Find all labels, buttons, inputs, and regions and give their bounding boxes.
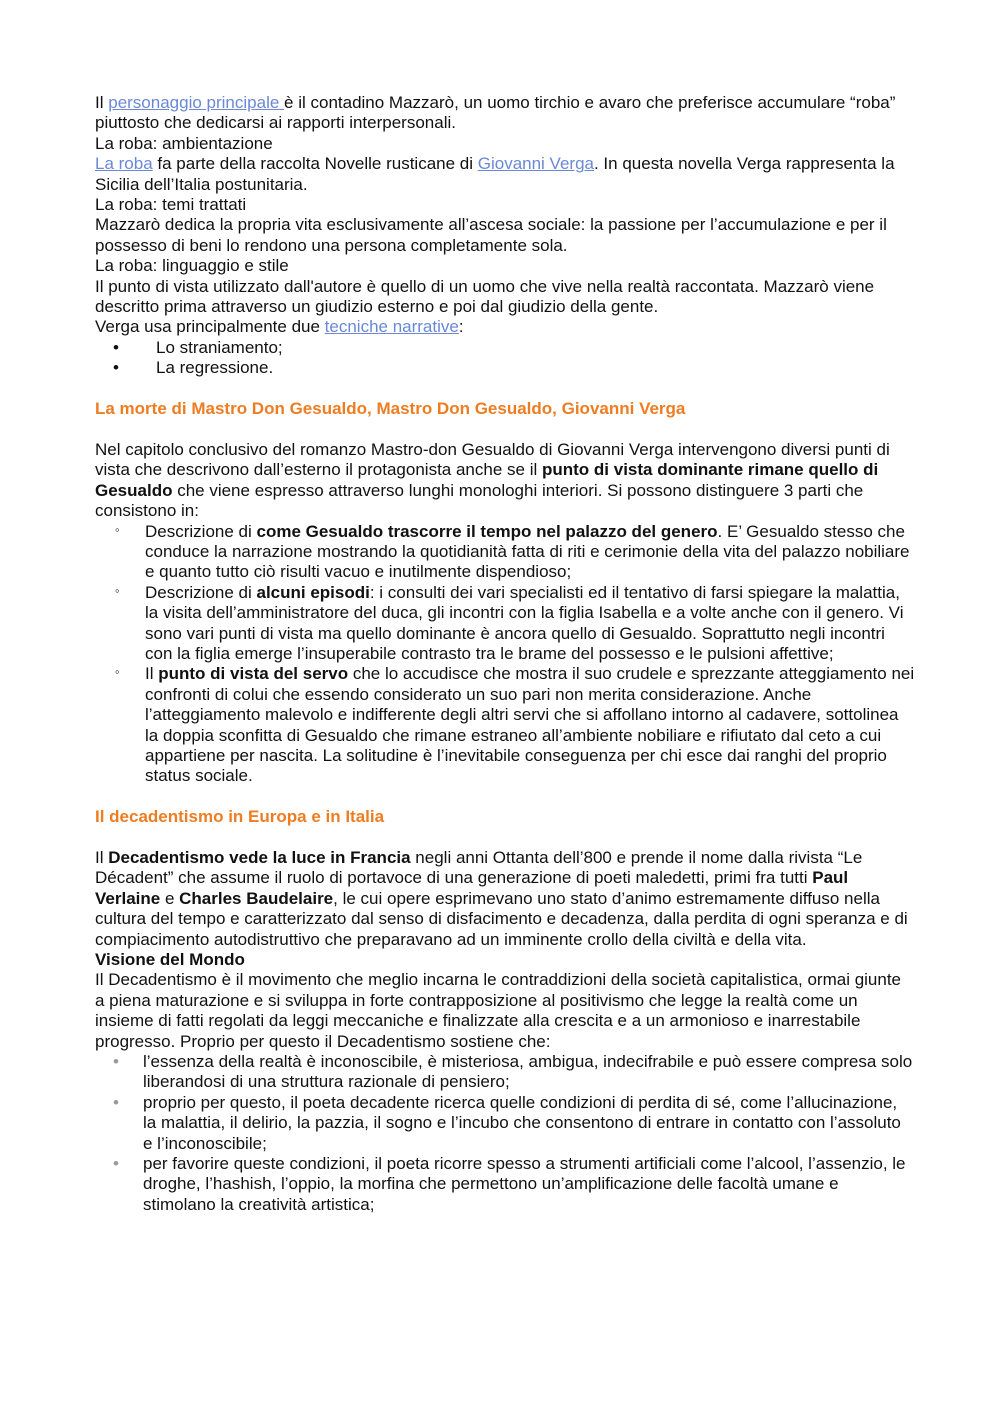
- list-item: [95, 664, 915, 786]
- circle-bullet-icon: ◦: [115, 521, 120, 537]
- tecniche-list: [95, 338, 915, 379]
- text-span: . E’ Gesualdo stesso che conduce la narrazione mostrando la quotidianità fatta di riti e cerimonie della vita del palazzo nobiliare e quanto tutto ciò risulti vacuo e inutilmente dispendioso;: [145, 521, 910, 582]
- text-span: Descrizione di: [145, 521, 257, 541]
- circle-bullet-icon: ◦: [115, 664, 120, 680]
- list-item: [95, 358, 915, 378]
- text-span: che lo accudisce che mostra il suo crudele e sprezzante atteggiamento nei confronti di colui che essendo considerato un suo pari non merita considerazione. Anche l’atteggiamento malevolo e indifferente degli altri servi che si affollano intorno al cadavere, sottolinea la doppia sconfitta di Gesualdo che rimane estraneo all’ambiente nobiliare e rifiutato dal ceto a cui appartiene per nascita. La solitudine è l’inevitabile conseguenza per chi esce dai ranghi del proprio status sociale.: [145, 664, 915, 786]
- link-tecniche-narrative[interactable]: tecniche narrative: [324, 317, 459, 337]
- gesualdo-parts-list: [95, 522, 915, 787]
- decadentismo-visione: Il Decadentismo è il movimento che meglio incarna le contraddizioni della società capitalistica, ormai giunte a piena maturazione e si sviluppa in forte contrapposizione al positivismo che legge la realtà come un insieme di fatti regolati da leggi meccaniche e finalizzate alla crescita e a un armonioso e inarrestabile progresso. Proprio per questo il Decadentismo sostiene che:: [95, 970, 902, 1051]
- bold-text: come Gesualdo trascorre il tempo nel palazzo del genero: [256, 521, 718, 541]
- text-span: fa parte della raccolta Novelle rusticane di: [152, 154, 478, 174]
- bullet-icon: •: [113, 1052, 119, 1072]
- bold-text: punto di vista dominante rimane quello di Gesualdo: [95, 460, 879, 500]
- list-item: [95, 1154, 915, 1215]
- list-item-text: per favorire queste condizioni, il poeta ricorre spesso a strumenti artificiali come l’alcool, l’assenzio, le droghe, l’hashish, l’oppio, la morfina che permettono un’amplificazione delle facoltà umane e stimolano la creatività artistica;: [143, 1154, 906, 1214]
- roba-temi: Mazzarò dedica la propria vita esclusivamente all’ascesa sociale: la passione per l’accumulazione e per il possesso di beni lo rendono una persona completamente sola.: [95, 215, 887, 255]
- bold-text: Paul Verlaine: [95, 868, 849, 908]
- bold-text: alcuni episodi: [256, 582, 370, 602]
- gesualdo-intro: [95, 440, 915, 522]
- decadentismo-intro: [95, 848, 915, 950]
- section-label-ambientazione: La roba: ambientazione: [95, 133, 273, 153]
- text-span: : i consulti dei vari specialisti ed il tentativo di farsi spiegare la malattia, la visita dell’amministratore del duca, gli incontri con la figlia Isabella e a volte anche con il genero. Vi sono vari punti di vista ma quello dominante è ancora quello di Gesualdo. Soprattutto negli incontri con la figlia emerge l’insuperabile contrasto tra le brame del possesso e le pulsioni affettive;: [145, 582, 904, 663]
- roba-tecniche: [95, 317, 915, 337]
- list-item: [95, 338, 915, 358]
- list-item: [95, 1093, 915, 1154]
- text-span: che viene espresso attraverso lunghi monologhi interiori. Si possono distinguere 3 parti che consistono in:: [95, 480, 864, 521]
- bullet-icon: •: [113, 358, 119, 378]
- bullet-icon: •: [113, 1154, 119, 1174]
- decadentismo-list: [95, 1052, 915, 1215]
- text-span: , le cui opere esprimevano uno stato d’animo estremamente diffuso nella cultura del tempo e caratterizzato dal senso di disfacimento e decadenza, dalla perdita di ogni speranza e di compiacimento autodistruttivo che preparavano ad un imminente crollo della civiltà e della vita.: [95, 888, 908, 949]
- section-label-temi: La roba: temi trattati: [95, 195, 247, 215]
- text-span: è il contadino Mazzarò, un uomo tirchio e avaro che preferisce accumulare “roba” piuttosto che dedicarsi ai rapporti interpersonali.: [95, 93, 896, 133]
- link-personaggio-principale[interactable]: personaggio principale: [108, 93, 285, 112]
- heading-gesualdo: La morte di Mastro Don Gesualdo, Mastro Don Gesualdo, Giovanni Verga: [95, 399, 686, 419]
- bold-text: Visione del Mondo: [95, 950, 245, 969]
- document-page: [95, 93, 915, 1215]
- roba-linguaggio: Il punto di vista utilizzato dall'autore è quello di un uomo che vive nella realtà raccontata. Mazzarò viene descritto prima attraverso un giudizio esterno e poi dal giudizio della gente.: [95, 276, 875, 317]
- text-span: Il: [95, 847, 109, 867]
- list-item: [95, 522, 915, 583]
- roba-intro: [95, 93, 915, 134]
- list-item: [95, 1052, 915, 1093]
- bullet-icon: •: [113, 337, 119, 357]
- circle-bullet-icon: ◦: [115, 582, 120, 598]
- list-item-text: Lo straniamento;: [156, 337, 283, 357]
- link-la-roba[interactable]: La roba: [95, 154, 153, 174]
- section-label-linguaggio: La roba: linguaggio e stile: [95, 256, 289, 276]
- list-item-text: proprio per questo, il poeta decadente ricerca quelle condizioni di perdita di sé, come l’allucinazione, la malattia, il delirio, la pazzia, il sogno e l’incubo che consentono di entrare in contatto con l’assoluto e l’inconoscibile;: [143, 1092, 901, 1153]
- link-giovanni-verga[interactable]: Giovanni Verga: [477, 154, 594, 174]
- roba-ambientazione: [95, 154, 915, 195]
- list-item: [95, 583, 915, 665]
- heading-decadentismo: Il decadentismo in Europa e in Italia: [95, 807, 385, 827]
- list-item-text: La regressione.: [156, 358, 274, 378]
- text-span: :: [458, 317, 464, 337]
- text-span: e: [160, 888, 180, 908]
- list-item-text: l’essenza della realtà è inconoscibile, è misteriosa, ambigua, indecifrabile e può essere compresa solo liberandosi di una struttura razionale di pensiero;: [143, 1052, 913, 1092]
- text-span: Verga usa principalmente due: [95, 317, 325, 337]
- text-span: Nel capitolo conclusivo del romanzo Mastro-don Gesualdo di Giovanni Verga intervengono diversi punti di vista che descrivono dall’esterno il protagonista anche se il: [95, 439, 890, 480]
- bullet-icon: •: [113, 1092, 119, 1112]
- bold-text: punto di vista del servo: [158, 664, 349, 684]
- bold-text: Charles Baudelaire: [179, 888, 334, 908]
- text-span: . In questa novella Verga rappresenta la Sicilia dell’Italia postunitaria.: [95, 154, 895, 194]
- text-span: Il: [145, 664, 159, 684]
- text-span: Il: [95, 93, 109, 112]
- bold-text: Decadentismo vede la luce in Francia: [108, 847, 411, 867]
- subheading-visione: [95, 950, 915, 970]
- text-span: Descrizione di: [145, 582, 257, 602]
- text-span: negli anni Ottanta dell’800 e prende il nome dalla rivista “Le Décadent” che assume il ruolo di portavoce di una generazione di poeti maledetti, primi fra tutti: [95, 847, 863, 888]
